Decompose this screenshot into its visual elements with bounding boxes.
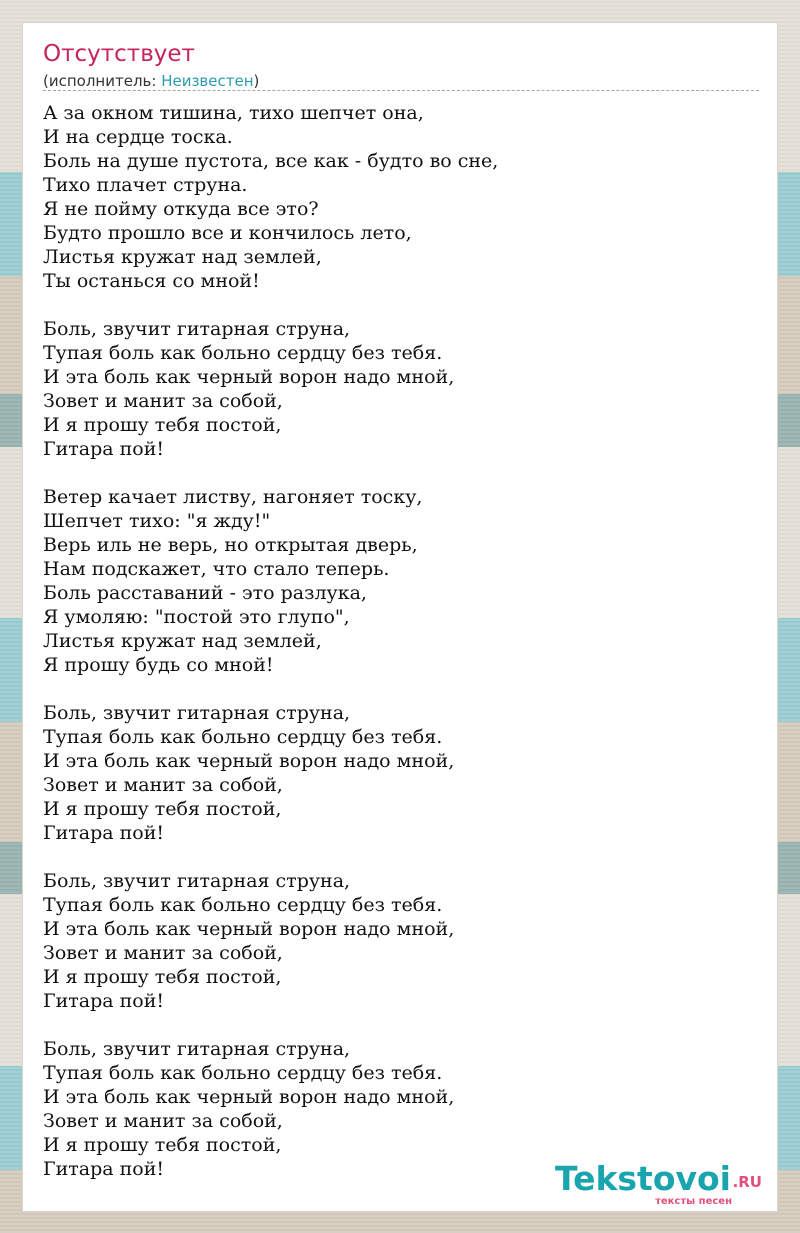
- song-subtitle: [43, 72, 259, 90]
- site-logo[interactable]: [554, 1159, 769, 1209]
- lyrics-card: [22, 22, 778, 1212]
- logo-name: Tekstovoi: [554, 1159, 731, 1198]
- artist-link[interactable]: Неизвестен: [161, 72, 254, 90]
- song-title: Отсутствует: [43, 41, 195, 67]
- logo-tagline: тексты песен: [655, 1196, 732, 1207]
- artist-prefix: (исполнитель:: [43, 72, 162, 90]
- title-divider: [43, 90, 759, 91]
- lyrics-text: А за окном тишина, тихо шепчет она, И на сердце тоска. Боль на душе пустота, все как - будто во сне, Тихо плачет струна. Я не пойму откуда все это? Будто прошло все и кончилось лето, Листья кружат над землей, Ты останься со мной! Боль, звучит гитарная струна, Тупая боль как больно сердцу без тебя. И эта боль как черный ворон надо мной, Зовет и манит за собой, И я прошу тебя постой, Гитара пой! Ветер качает листву, нагоняет тоску, Шепчет тихо: "я жду!" Верь иль не верь, но открытая дверь, Нам подскажет, что стало теперь. Боль расставаний - это разлука, Я умоляю: "постой это глупо", Листья кружат над землей, Я прошу будь со мной! Боль, звучит гитарная струна, Тупая боль как больно сердцу без тебя. И эта боль как черный ворон надо мной, Зовет и манит за собой, И я прошу тебя постой, Гитара пой! Боль, звучит гитарная струна, Тупая боль как больно сердцу без тебя. И эта боль как черный ворон надо мной, Зовет и манит за собой, И я прошу тебя постой, Гитара пой! Боль, звучит гитарная струна, Тупая боль как больно сердцу без тебя. И эта боль как черный ворон надо мной, Зовет и манит за собой, И я прошу тебя постой, Гитара пой!: [43, 102, 499, 1180]
- artist-suffix: ): [253, 72, 260, 90]
- logo-tld: .RU: [732, 1173, 762, 1191]
